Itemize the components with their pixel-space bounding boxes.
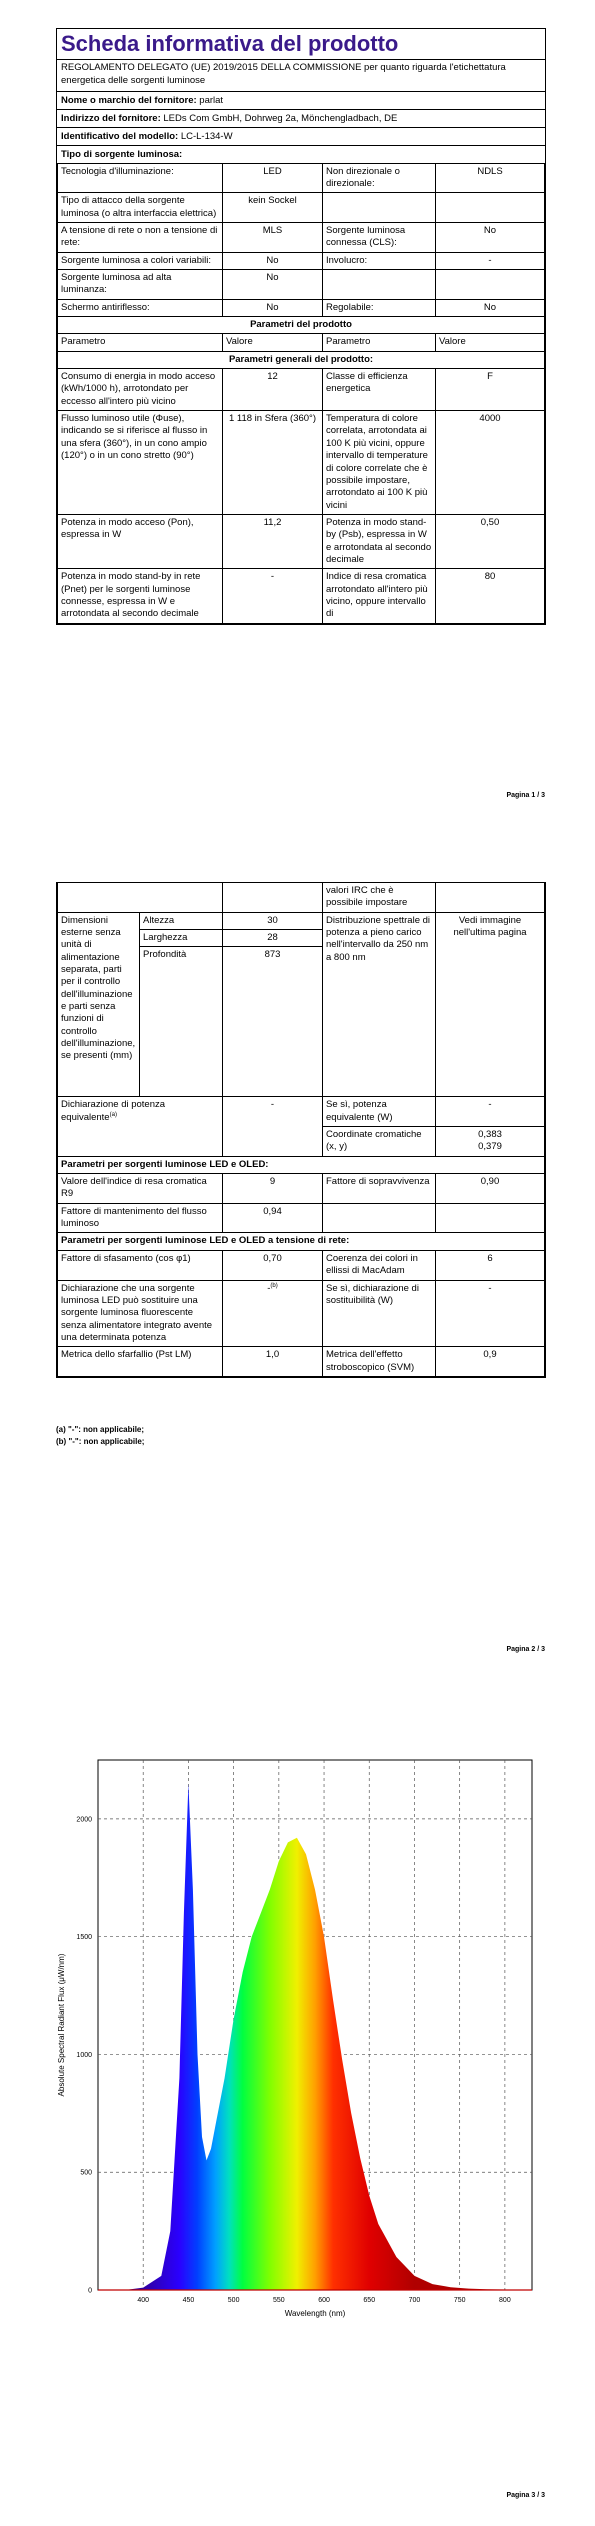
source-type-row: Tipo di sorgente luminosa: [61,148,183,160]
page-number: Pagina 2 / 3 [506,1646,545,1653]
table-row: Fattore di sfasamento (cos φ1) 0,70 Coerenza dei colori in ellissi di MacAdam 6 [58,1250,545,1280]
table-row: valori IRC che è possibile impostare [58,883,545,913]
product-table-1 [57,163,545,624]
regulation-text: REGOLAMENTO DELEGATO (UE) 2019/2015 DELLA COMMISSIONE per quanto riguarda l'etichettatura energetica delle sorgenti luminose [57,60,545,92]
product-table-2 [57,882,545,1377]
table-row: Schermo antiriflesso: No Regolabile: No [58,299,545,316]
table-row: Dimensioni esterne senza unità di alimentazione separata, parti per il controllo dell'illuminazione e parti senza funzioni di controllo dell'illuminazione, se presenti (mm) Altezza 30 Distribuzione spettrale di potenza a pieno carico nell'intervallo da 250 nm a 800 nm Vedi immagine nell'ultima pagina [58,912,545,929]
x-tick-label: 650 [363,2297,376,2304]
table-row: Potenza in modo stand-by in rete (Pnet) per le sorgenti luminose connesse, espressa in W e arrotondata al secondo decimale - Indice di resa cromatica arrotondato all'intero più vicino, oppure intervallo di 80 [58,569,545,623]
x-tick-label: 400 [137,2297,150,2304]
product-table-continued [56,882,546,1378]
table-row: Metrica dello sfarfallio (Pst LM) 1,0 Metrica dell'effetto stroboscopico (SVM) 0,9 [58,1347,545,1377]
x-axis-label: Wavelength (nm) [284,2309,346,2318]
table-row: Dichiarazione che una sorgente luminosa LED può sostituire una sorgente luminosa fluorescente senza alimentatore integrato avente una determinata potenza -$^{(b)}$ Se sì, dichiarazione di sostituibilità (W) - [58,1280,545,1347]
section-header: Parametri generali del prodotto: [58,351,545,368]
product-info-sheet [56,28,546,625]
page-number: Pagina 3 / 3 [506,2492,545,2499]
x-tick-label: 550 [272,2297,285,2304]
table-row: Coordinate cromatiche (x, y) 0,383 0,379 [58,1127,545,1157]
model-id-row: Identificativo del modello: LC-L-134-W [57,128,545,146]
table-row: Potenza in modo acceso (Pon), espressa in W 11,2 Potenza in modo stand-by (Psb), espressa in W e arrotondata al secondo decimale 0,50 [58,514,545,568]
x-tick-label: 450 [182,2297,195,2304]
table-row: Larghezza 28 [58,930,545,947]
x-tick-label: 750 [453,2297,466,2304]
table-row: Sorgente luminosa ad alta luminanza: No [58,270,545,300]
page-2 [0,870,595,1690]
table-row: A tensione di rete o non a tensione di rete: MLS Sorgente luminosa connessa (CLS): No [58,223,545,253]
table-row: Fattore di mantenimento del flusso luminoso 0,94 [58,1203,545,1233]
x-tick-label: 700 [408,2297,421,2304]
table-row: Tipo di attacco della sorgente luminosa (o altra interfaccia elettrica) kein Sockel [58,193,545,223]
section-header: Parametri per sorgenti luminose LED e OLED a tensione di rete: [58,1233,545,1250]
page-number: Pagina 1 / 3 [506,792,545,799]
table-row: Profondità 873 [58,947,545,1097]
supplier-name-row: Nome o marchio del fornitore: parlat [57,92,545,110]
table-row: Sorgente luminosa a colori variabili: No Involucro: - [58,252,545,269]
footnote-a: (a) "-": non applicabile; [56,1425,145,1434]
table-row: Consumo di energia in modo acceso (kWh/1000 h), arrotondato per eccesso all'intero più vicino 12 Classe di efficienza energetica F [58,369,545,411]
section-header: Parametri del prodotto [58,317,545,334]
footnote-b: (b) "-": non applicabile; [56,1437,145,1446]
y-tick-label: 0 [88,2287,92,2295]
y-tick-label: 1000 [76,2051,92,2059]
page-title: Scheda informativa del prodotto [57,29,545,60]
y-axis-label: Absolute Spectral Radiant Flux (μW/nm) [57,1953,66,2097]
x-tick-label: 800 [499,2297,511,2304]
x-tick-label: 500 [227,2297,240,2304]
y-tick-label: 500 [80,2169,92,2177]
section-header: Parametri per sorgenti luminose LED e OLED: [58,1156,545,1173]
table-row: Flusso luminoso utile (Φuse), indicando se si riferisce al flusso in una sfera (360°), in un cono ampio (120°) o in un cono stretto (90°) 1 118 in Sfera (360°) Temperatura di colore correlata, arrotondata ai 100 K più vicini, oppure intervallo di temperature di colore correlate che è possibile impostare, arrotondato ai 100 K più vicini 4000 [58,411,545,515]
table-row: Dichiarazione di potenza equivalente$^{(a)}$ - Se sì, potenza equivalente (W) - [58,1097,545,1127]
spectral-distribution-chart [0,1730,595,2350]
table-row: Valore dell'indice di resa cromatica R9 9 Fattore di sopravvivenza 0,90 [58,1174,545,1204]
page-1 [0,0,595,820]
page-3 [0,1710,595,2526]
y-tick-label: 2000 [76,1816,92,1824]
y-tick-label: 1500 [76,1934,92,1942]
column-header-row: Parametro Valore Parametro Valore [58,334,545,351]
x-tick-label: 600 [318,2297,330,2304]
footnotes [56,1424,144,1448]
table-row: Tecnologia d'illuminazione: LED Non direzionale o direzionale: NDLS [58,163,545,193]
supplier-address-row: Indirizzo del fornitore: LEDs Com GmbH, Dohrweg 2a, Mönchengladbach, DE [57,110,545,128]
